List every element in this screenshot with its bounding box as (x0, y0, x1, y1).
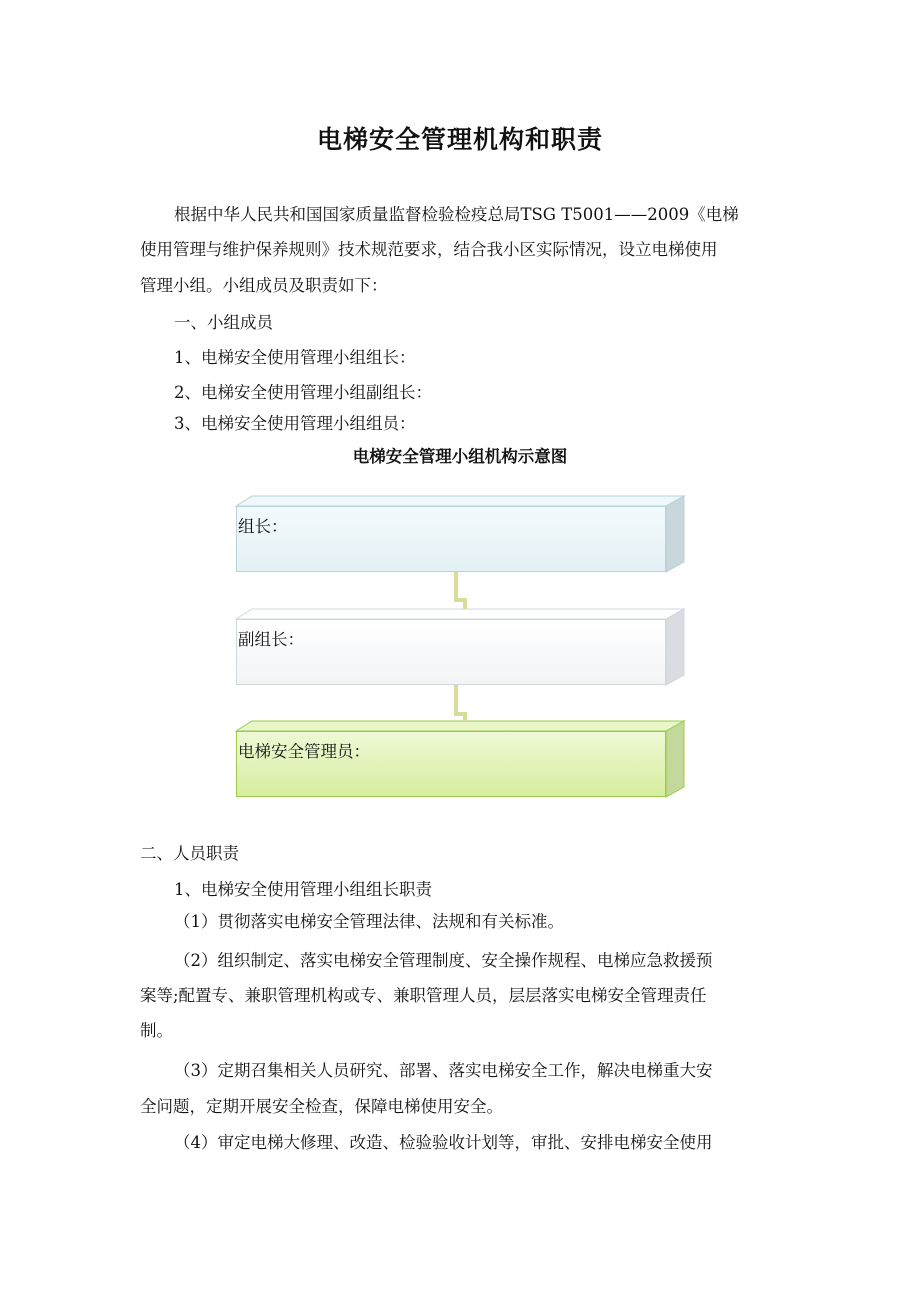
box-bot-side (666, 721, 684, 797)
intro-line-2: 使用管理与维护保养规则》技术规范要求，结合我小区实际情况，设立电梯使用 (140, 240, 718, 259)
box-top-side (666, 496, 684, 572)
duty-4-line-1: （4）审定电梯大修理、改造、检验验收计划等，审批、安排电梯安全使用 (174, 1133, 713, 1152)
member-item-members: 3、电梯安全使用管理小组组员： (174, 414, 416, 433)
page-title: 电梯安全管理机构和职责 (316, 125, 603, 154)
member-item-leader: 1、电梯安全使用管理小组组长： (174, 348, 416, 367)
duty-3-line-2: 全问题，定期开展安全检查，保障电梯使用安全。 (140, 1097, 503, 1116)
diagram-title: 电梯安全管理小组机构示意图 (352, 447, 568, 466)
duty-2-line-2: 案等;配置专、兼职管理机构或专、兼职管理人员，层层落实电梯安全管理责任 (140, 986, 707, 1005)
section2-subheading: 1、电梯安全使用管理小组组长职责 (174, 880, 432, 899)
box-mid-cap (236, 609, 684, 619)
duty-3-line-1: （3）定期召集相关人员研究、部署、落实电梯安全工作，解决电梯重大安 (174, 1061, 713, 1080)
box-bot-cap (236, 721, 684, 731)
section2-heading: 二、人员职责 (140, 844, 239, 863)
duty-1-line-1: （1）贯彻落实电梯安全管理法律、法规和有关标准。 (174, 912, 564, 931)
connector-2 (456, 685, 465, 721)
duty-2-line-1: （2）组织制定、落实电梯安全管理制度、安全操作规程、电梯应急救援预 (174, 951, 713, 970)
box-mid-side (666, 609, 684, 685)
intro-line-3: 管理小组。小组成员及职责如下： (140, 276, 388, 295)
section1-heading: 一、小组成员 (174, 313, 273, 332)
org-box-manager-label: 电梯安全管理员： (238, 742, 370, 761)
member-item-deputy: 2、电梯安全使用管理小组副组长： (174, 383, 432, 402)
org-box-leader-label: 组长： (238, 517, 288, 536)
intro-line-1: 根据中华人民共和国国家质量监督检验检疫总局TSG T5001——2009《电梯 (174, 205, 739, 224)
duty-2-line-3: 制。 (140, 1021, 173, 1040)
connector-1 (456, 572, 465, 609)
org-box-deputy-label: 副组长： (238, 630, 304, 649)
org-box-deputy (236, 619, 666, 685)
org-box-manager (236, 731, 666, 797)
box-top-cap (236, 496, 684, 506)
org-box-leader (236, 506, 666, 572)
